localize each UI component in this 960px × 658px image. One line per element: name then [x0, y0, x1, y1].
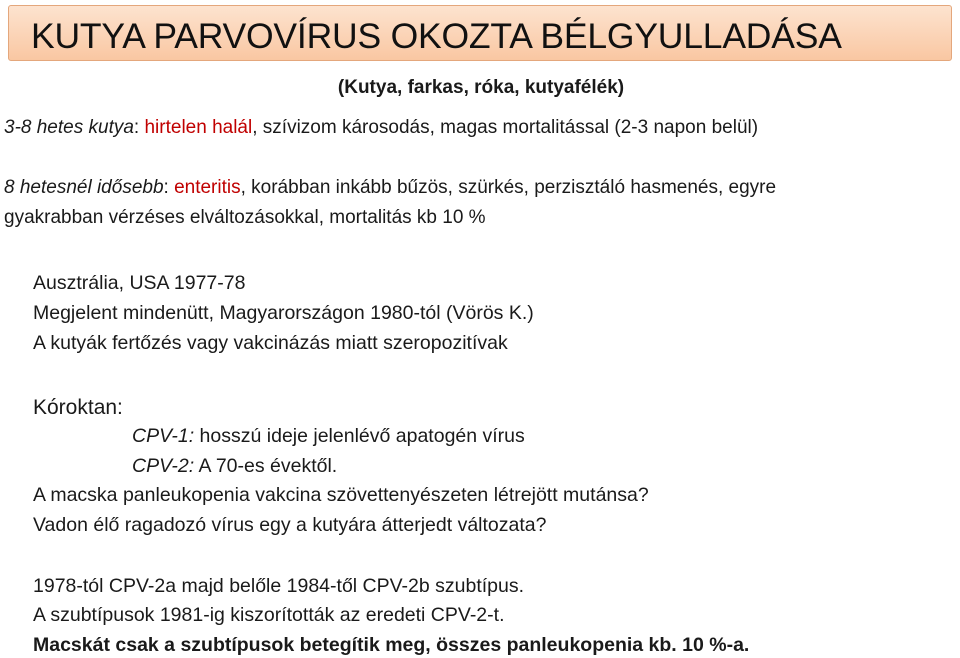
origin-question-2: Vadon élő ragadozó vírus egy a kutyára átterjedt változata?	[33, 514, 547, 536]
enteritis-highlight: enteritis	[174, 177, 241, 198]
older-dog-line	[4, 177, 776, 199]
cpv1-text: hosszú ideje jelenlévő apatogén vírus	[194, 425, 525, 447]
subtype-line-1: 1978-tól CPV-2a majd belőle 1984-től CPV-2b szubtípus.	[33, 575, 525, 597]
title-banner	[8, 5, 952, 61]
cpv1-line	[132, 425, 525, 447]
young-puppy-sep: :	[133, 117, 145, 138]
etiology-heading: Kóroktan:	[33, 396, 123, 419]
older-dog-label: 8 hetesnél idősebb	[4, 177, 164, 198]
older-dog-rest: , korábban inkább bűzös, szürkés, perzisztáló hasmenés, egyre	[240, 177, 777, 198]
cpv2-label: CPV-2:	[132, 455, 195, 477]
conclusion-line: Macskát csak a szubtípusok betegítik meg, összes panleukopenia kb. 10 %-a.	[33, 634, 750, 656]
older-dog-sep: :	[163, 177, 175, 198]
cpv2-line	[132, 455, 337, 477]
history-line-2: Megjelent mindenütt, Magyarországon 1980-tól (Vörös K.)	[33, 302, 534, 324]
page-title: KUTYA PARVOVÍRUS OKOZTA BÉLGYULLADÁSA	[31, 16, 842, 56]
older-dog-line-2: gyakrabban vérzéses elváltozásokkal, mortalitás kb 10 %	[4, 207, 486, 228]
young-puppy-rest: , szívizom károsodás, magas mortalitással (2-3 napon belül)	[252, 117, 759, 138]
history-line-1: Ausztrália, USA 1977-78	[33, 272, 246, 294]
subtitle-text: (Kutya, farkas, róka, kutyafélék)	[337, 77, 625, 98]
origin-question-1: A macska panleukopenia vakcina szövettenyészeten létrejött mutánsa?	[33, 484, 649, 506]
cpv2-text: A 70-es évektől.	[194, 455, 338, 477]
young-puppy-line	[4, 117, 758, 139]
subtype-line-2: A szubtípusok 1981-ig kiszorították az eredeti CPV-2-t.	[33, 604, 505, 626]
sudden-death-highlight: hirtelen halál	[144, 117, 253, 138]
cpv1-label: CPV-1:	[132, 425, 195, 447]
host-species-subtitle	[0, 77, 960, 99]
history-line-3: A kutyák fertőzés vagy vakcinázás miatt szeropozitívak	[33, 332, 508, 354]
young-puppy-label: 3-8 hetes kutya	[4, 117, 134, 138]
